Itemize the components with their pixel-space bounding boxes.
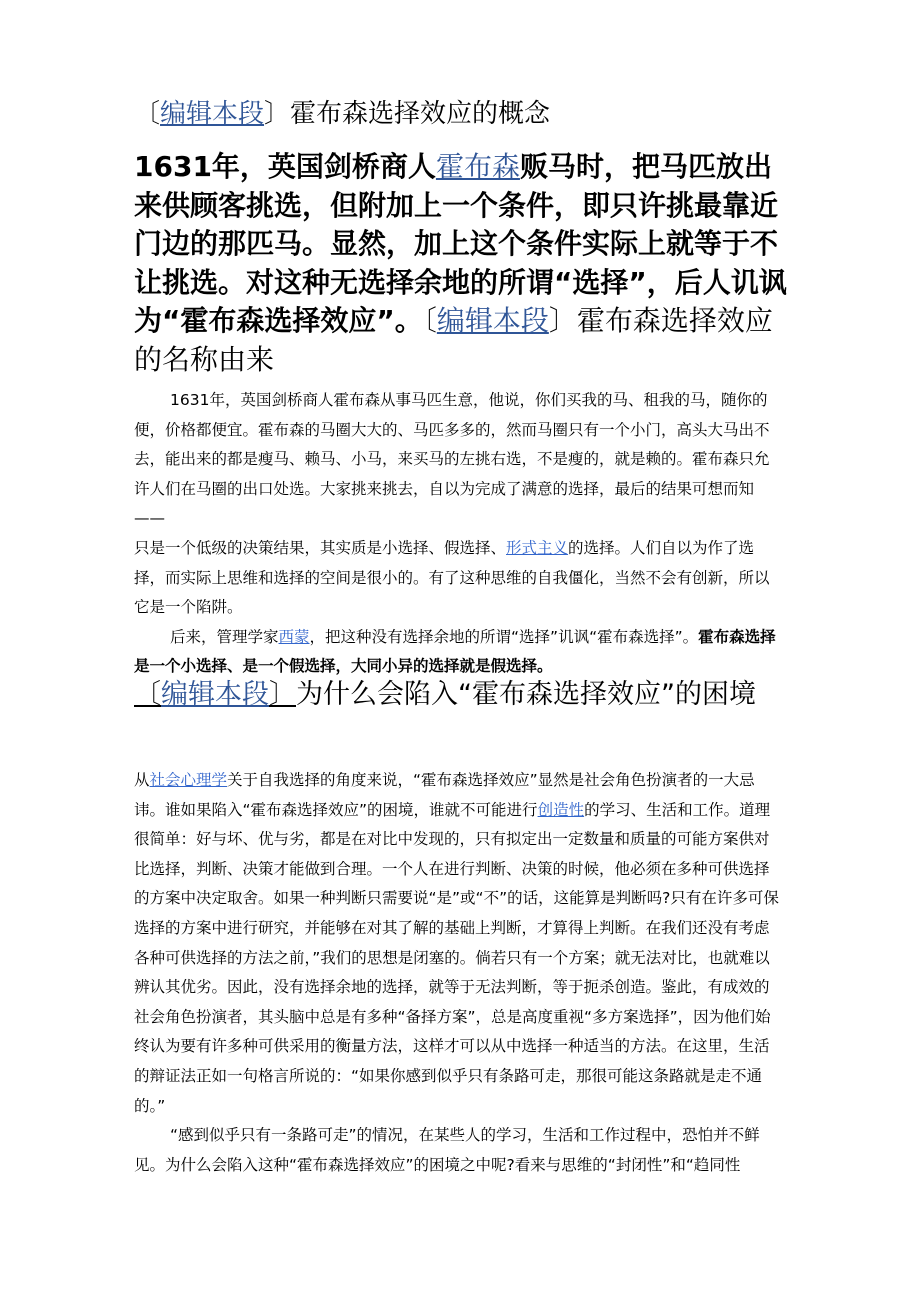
heading-why-title-a: 为什么会陷入	[296, 679, 458, 710]
origin-p3-bold: 霍布森选择是一个小选择、是一个假选择，大同小异的选择就是假选择。	[134, 627, 776, 676]
heading-origin-title: 霍布森选择效应的名称由来	[134, 304, 773, 376]
edit-section-link[interactable]: 编辑本段	[160, 99, 265, 129]
bracket-open: 〔	[134, 99, 161, 129]
edit-section-group	[134, 679, 296, 710]
why-p1-text-a: 从	[134, 771, 150, 789]
origin-section	[134, 386, 784, 682]
why-paragraph-2: “感到似乎只有一条路可走”的情况，在某些人的学习，生活和工作过程中，恐怕并不鲜见。为什么会陷入这种“霍布森选择效应”的困境之中呢?看来与思维的“封闭性”和“趋同性	[134, 1126, 760, 1174]
bracket-close: 〕	[264, 99, 291, 129]
hobson-link[interactable]: 霍布森	[435, 150, 520, 183]
heading-why-title-b: 的困境	[674, 679, 756, 710]
edit-section-link[interactable]: 编辑本段	[161, 679, 269, 710]
bracket-close: 〕	[548, 304, 577, 337]
intro-text-a: 1631年，英国剑桥商人	[134, 150, 436, 183]
bracket-open: 〔	[134, 679, 161, 710]
origin-p3-text-a: 后来，管理学家	[170, 627, 279, 646]
origin-p2-text-b: 的选择。人们自以为作了选择，而实际上思维和选择的空间是很小的。有了这种思维的自我僵化，当然不会有创新，所以它是一个陷阱。	[134, 538, 770, 617]
origin-p2-text-a: 只是一个低级的决策结果，其实质是小选择、假选择、	[134, 538, 507, 557]
why-p1-text-b: 关于自我选择的角度来说，“霍布森选择效应”显然是社会角色扮演者的一大忌讳。谁如果陷入“霍布森选择效应”的困境，谁就不可能进行	[134, 771, 755, 819]
intro-text-b: 贩马时，把马匹放出来供顾客挑选，但附加上一个条件，即只许挑最靠近门边的那匹马。显然，加上这个条件实际上就等于不让挑选。对这种无选择余地的所谓“选择”，后人讥讽为“霍布森选择效应”。	[134, 150, 787, 337]
social-psychology-link[interactable]: 社会心理学	[149, 771, 228, 789]
why-paragraph-1	[134, 766, 784, 1121]
bracket-close: 〕	[269, 679, 296, 710]
heading-concept	[134, 94, 794, 134]
origin-p3-text-b: ，把这种没有选择余地的所谓“选择”讥讽“霍布森选择”。	[309, 627, 699, 646]
intro-paragraph	[134, 148, 794, 379]
heading-why	[134, 676, 794, 714]
simon-link[interactable]: 西蒙	[278, 627, 310, 646]
edit-section-link[interactable]: 编辑本段	[436, 304, 549, 337]
heading-why-title-quote: “霍布森选择效应”	[458, 679, 675, 710]
bracket-open: 〔	[422, 304, 437, 337]
origin-paragraph-1: 1631年，英国剑桥商人霍布森从事马匹生意，他说，你们买我的马、租我的马，随你的便，价格都便宜。霍布森的马圈大大的、马匹多多的，然而马圈只有一个小门，高头大马出不去，能出来的都是瘦马、赖马、小马，来买马的左挑右选，不是瘦的，就是赖的。霍布森只允许人们在马圈的出口处选。大家挑来挑去，自以为完成了满意的选择，最后的结果可想而知——	[134, 391, 770, 528]
origin-paragraph-2	[134, 534, 784, 623]
why-p1-text-c: 的学习、生活和工作。道理很简单：好与坏、优与劣，都是在对比中发现的，只有拟定出一定数量和质量的可能方案供对比选择，判断、决策才能做到合理。一个人在进行判断、决策的时候，他必须在多种可供选择的方案中决定取舍。如果一种判断只需要说“是”或“不”的话，这能算是判断吗?只有在许多可保选择的方案中进行研究，并能够在对其了解的基础上判断，才算得上判断。在我们还没有考虑各种可供选择的方法之前，”我们的思想是闭塞的。倘若只有一个方案；就无法对比，也就难以辨认其优劣。因此，没有选择余地的选择，就等于无法判断，等于扼杀创造。鉴此，有成效的社会角色扮演者，其头脑中总是有多种“备择方案”，总是高度重视“多方案选择”，因为他们始终认为要有许多种可供采用的衡量方法，这样才可以从中选择一种适当的方法。在这里，生活的辩证法正如一句格言所说的：“如果你感到似乎只有条路可走，那很可能这条路就是走不通的。”	[134, 800, 779, 1115]
why-section	[134, 766, 784, 1180]
origin-paragraph-3	[134, 623, 784, 682]
creativity-link[interactable]: 创造性	[537, 800, 585, 819]
formalism-link[interactable]: 形式主义	[506, 538, 569, 557]
heading-title: 霍布森选择效应的概念	[290, 99, 551, 129]
